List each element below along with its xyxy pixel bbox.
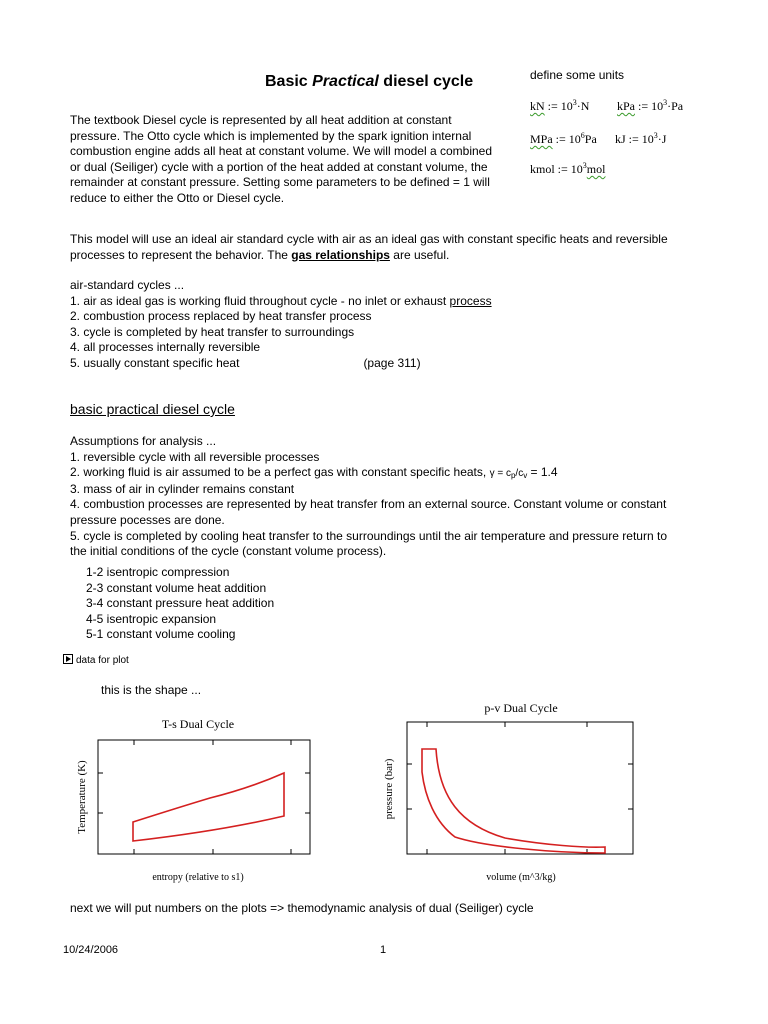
pv-ticks	[407, 722, 633, 854]
list-item: 3. cycle is completed by heat transfer to surroundings	[70, 324, 355, 339]
process-item: 1-2 isentropic compression	[86, 565, 230, 579]
process-item: 4-5 isentropic expansion	[86, 611, 217, 626]
process-list	[86, 565, 274, 643]
unit-def-kPa: kPa := $10^3\cdot Pa$	[617, 98, 684, 113]
text-line: The textbook Diesel cycle is represented by all heat addition at constant	[70, 113, 452, 127]
unit-def-MPa: MPa := $10^6Pa$	[530, 131, 597, 146]
list-heading: Assumptions for analysis ...	[70, 434, 217, 448]
process-item: 5-1 constant volume cooling	[86, 627, 236, 642]
list-item: 2. working fluid is air assumed to be a perfect gas with constant specific heats, $\gamma = c_p/c_v = 1.4$	[70, 465, 558, 481]
list-item: 2. combustion process replaced by heat transfer process	[70, 309, 372, 324]
intro-paragraph	[70, 113, 492, 207]
list-item: 4. combustion processes are represented by heat transfer from an external source. Constant volume or constant	[70, 497, 667, 512]
shape-text: this is the shape ...	[101, 683, 202, 697]
ts-plot-frame	[98, 740, 310, 854]
model-paragraph	[70, 232, 668, 263]
process-item: 3-4 constant pressure heat addition	[86, 596, 275, 611]
footer-date: 10/24/2006	[63, 944, 119, 956]
list-item: 5. cycle is completed by cooling heat transfer to the surroundings until the air temperature and pressure return to	[70, 528, 667, 543]
unit-def-kJ: kJ := $10^3\cdot J$	[615, 131, 667, 146]
pv-y-label: pressure (bar)	[383, 758, 395, 820]
ts-ticks	[98, 740, 310, 854]
text-line: reduce to either the Otto or Diesel cycle.	[70, 190, 285, 205]
list-item: 3. mass of air in cylinder remains constant	[70, 481, 295, 496]
units-heading: define some units	[530, 68, 625, 82]
air-standard-list	[70, 278, 492, 372]
text-line: combustion engine adds all heat at constant volume. We will model a combined	[70, 144, 493, 159]
unit-def-kmol: kmol := $10^3mol$	[530, 161, 606, 176]
section-title: basic practical diesel cycle	[70, 401, 235, 417]
page-reference: (page 311)	[363, 355, 421, 370]
text-line: This model will use an ideal air standard cycle with air as an ideal gas with constant specific heats and reversible	[70, 232, 668, 246]
ts-chart-title: T-s Dual Cycle	[161, 717, 235, 731]
list-item: 1. reversible cycle with all reversible processes	[70, 449, 320, 464]
process-item: 2-3 constant volume heat addition	[86, 580, 267, 595]
unit-def-kN: kN := $10^3\cdot N$	[530, 98, 590, 113]
list-heading: air-standard cycles ...	[70, 278, 185, 292]
page-number: 1	[380, 944, 387, 956]
ts-y-label: Temperature (K)	[76, 760, 88, 834]
list-item: pressure pocesses are done.	[70, 512, 225, 527]
assumptions-list	[70, 434, 667, 560]
text-line: processes to represent the behavior. The gas relationships are useful.	[70, 247, 450, 262]
pv-cycle-line	[422, 749, 605, 853]
ts-chart	[70, 712, 340, 888]
ts-cycle-line	[133, 773, 284, 841]
list-item: 1. air as ideal gas is working fluid throughout cycle - no inlet or exhaust process	[70, 293, 492, 308]
next-text: next we will put numbers on the plots => themodynamic analysis of dual (Seiliger) cycle	[70, 901, 534, 915]
text-line: or dual (Seiliger) cycle with a portion of the heat added at constant volume, the	[70, 159, 488, 174]
pv-plot-frame	[407, 722, 633, 854]
list-item: the initial conditions of the cycle (constant volume process).	[70, 544, 387, 559]
pv-chart-title: p-v Dual Cycle	[484, 701, 558, 715]
list-item: 4. all processes internally reversible	[70, 340, 261, 355]
gas-relationships-link[interactable]: gas relationships	[291, 247, 390, 262]
list-item: 5. usually constant specific heat (page 311)	[70, 355, 421, 370]
text-line: pressure. The Otto cycle which is implemented by the spark ignition internal	[70, 128, 472, 143]
process-link[interactable]: process	[449, 293, 492, 308]
toggle-label[interactable]: data for plot	[76, 655, 129, 666]
ts-x-label: entropy (relative to s1)	[152, 872, 244, 883]
pv-chart	[375, 697, 645, 883]
pv-x-label: volume (m^3/kg)	[486, 872, 556, 883]
page-title: Basic Practical diesel cycle	[265, 73, 474, 90]
text-line: remainder at constant pressure. Setting some parameters to be defined = 1 will	[70, 175, 490, 190]
expand-toggle-icon[interactable]	[63, 654, 73, 664]
